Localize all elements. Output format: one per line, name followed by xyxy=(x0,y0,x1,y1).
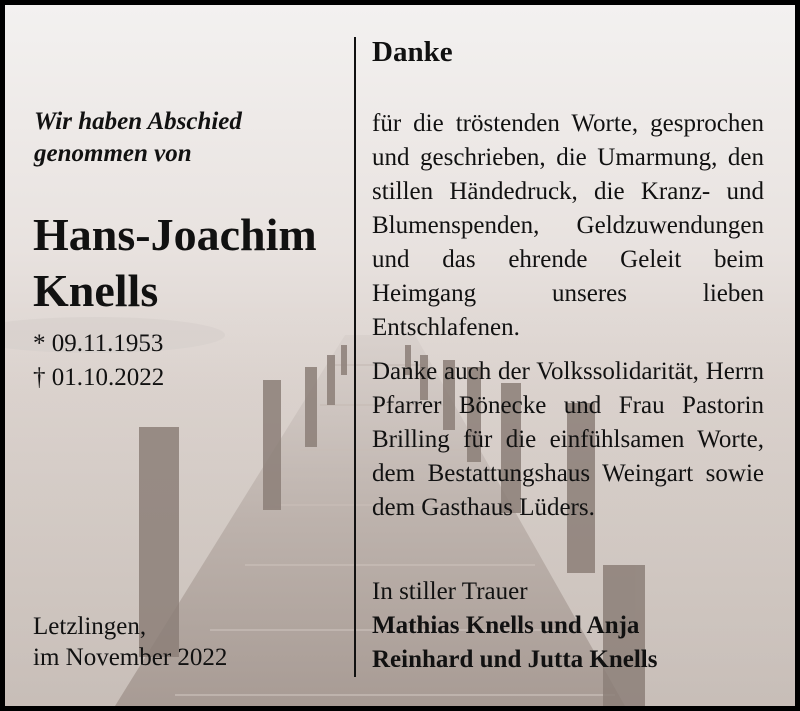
place: Letzlingen, xyxy=(33,613,147,640)
signature-line-1: Mathias Knells und Anja xyxy=(372,612,640,639)
death-date: † 01.10.2022 xyxy=(33,364,165,391)
name-line-1: Hans-Joachim xyxy=(33,209,317,260)
deceased-name xyxy=(33,207,353,319)
date: im November 2022 xyxy=(33,644,228,671)
place-and-date xyxy=(33,611,227,673)
farewell-intro xyxy=(34,106,354,170)
obituary-card xyxy=(5,5,795,706)
intro-line-2: genommen von xyxy=(34,140,192,167)
thanks-paragraph-1: für die tröstenden Worte, gesprochen und geschrieben, die Umarmung, den stillen Händedruck, die Kranz- und Blumenspenden, Geldzuwendungen und das ehrende Geleit beim Heimgang unseres lieben Entschlafenen. xyxy=(372,110,764,341)
birth-date: * 09.11.1953 xyxy=(33,330,164,357)
signature-block xyxy=(372,575,764,677)
thanks-heading: Danke xyxy=(372,36,453,68)
life-dates xyxy=(33,327,164,395)
thanks-paragraph-2: Danke auch der Volkssolidarität, Herrn Pfarrer Bönecke und Frau Pastorin Brilling für die einfühlsamen Worte, dem Bestattungshaus Weingart sowie dem Gasthaus Lüders. xyxy=(372,358,764,521)
column-divider xyxy=(354,37,356,677)
intro-line-1: Wir haben Abschied xyxy=(34,108,242,135)
mourning-line: In stiller Trauer xyxy=(372,578,528,605)
name-line-2: Knells xyxy=(33,265,159,316)
signature-line-2: Reinhard und Jutta Knells xyxy=(372,646,658,673)
